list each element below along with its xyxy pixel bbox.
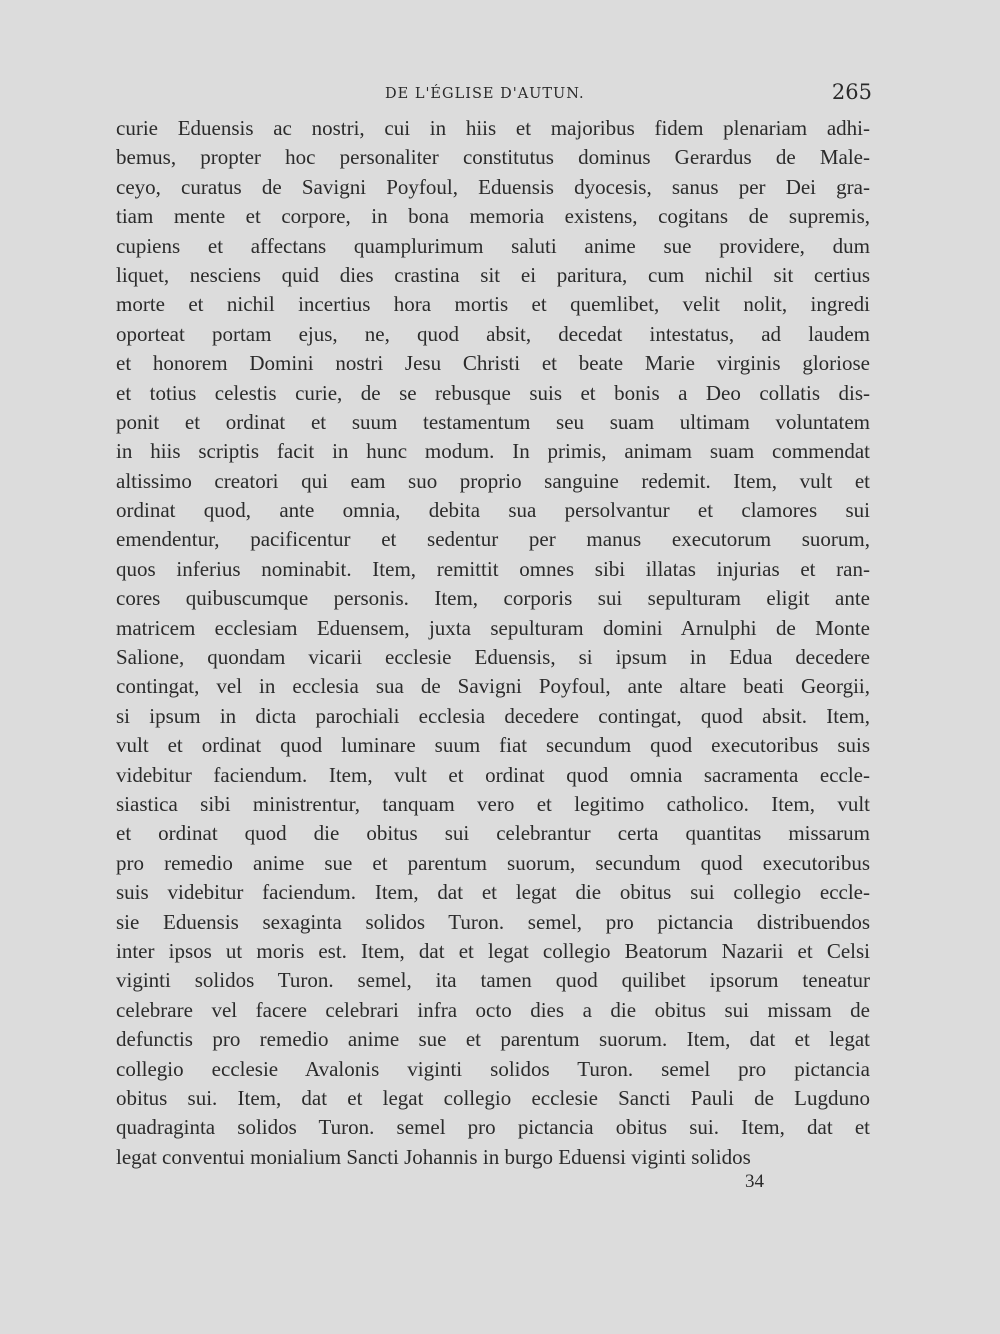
text-line: altissimo creatori qui eam suo proprio sanguine redemit. Item, vult et xyxy=(116,468,870,493)
text-line: tiam mente et corpore, in bona memoria existens, cogitans de supremis, xyxy=(116,204,870,229)
text-line: bemus, propter hoc personaliter constitutus dominus Gerardus de Male- xyxy=(116,145,870,170)
text-line: et ordinat quod die obitus sui celebrantur certa quantitas missarum xyxy=(116,821,870,846)
text-line: Salione, quondam vicarii ecclesie Eduensis, si ipsum in Edua decedere xyxy=(116,645,870,670)
page-number: 265 xyxy=(831,80,872,104)
body-text xyxy=(116,114,870,1172)
text-line: pro remedio anime sue et parentum suorum, secundum quod executoribus xyxy=(116,850,870,875)
text-line: vult et ordinat quod luminare suum fiat secundum quod executoribus suis xyxy=(116,733,870,758)
text-line: cupiens et affectans quamplurimum saluti anime sue providere, dum xyxy=(116,233,870,258)
text-line: ordinat quod, ante omnia, debita sua persolvantur et clamores sui xyxy=(116,498,870,523)
text-line: suis videbitur faciendum. Item, dat et legat die obitus sui collegio eccle- xyxy=(116,880,870,905)
text-line: cores quibuscumque personis. Item, corporis sui sepulturam eligit ante xyxy=(116,586,870,611)
text-line: inter ipsos ut moris est. Item, dat et legat collegio Beatorum Nazarii et Celsi xyxy=(116,938,870,963)
text-line: curie Eduensis ac nostri, cui in hiis et majoribus fidem plenariam adhi- xyxy=(116,116,870,140)
text-line: si ipsum in dicta parochiali ecclesia decedere contingat, quod absit. Item, xyxy=(116,703,870,728)
text-line: celebrare vel facere celebrari infra octo dies a die obitus sui missam de xyxy=(116,997,870,1022)
running-head: DE L'ÉGLISE D'AUTUN. xyxy=(385,86,585,102)
signature-mark: 34 xyxy=(745,1171,764,1192)
text-line: siastica sibi ministrentur, tanquam vero et legitimo catholico. Item, vult xyxy=(116,791,870,816)
text-line: defunctis pro remedio anime sue et parentum suorum. Item, dat et legat xyxy=(116,1027,870,1052)
text-line: viginti solidos Turon. semel, ita tamen quod quilibet ipsorum teneatur xyxy=(116,968,870,993)
text-line: contingat, vel in ecclesia sua de Savigni Poyfoul, ante altare beati Georgii, xyxy=(116,674,870,699)
text-line: ponit et ordinat et suum testamentum seu suam ultimam voluntatem xyxy=(116,409,870,434)
text-line: sie Eduensis sexaginta solidos Turon. semel, pro pictancia distribuendos xyxy=(116,909,870,934)
text-line: in hiis scriptis facit in hunc modum. In primis, animam suam commendat xyxy=(116,439,870,464)
page-header xyxy=(115,80,872,106)
text-line: emendentur, pacificentur et sedentur per manus executorum suorum, xyxy=(116,527,870,552)
text-line: oporteat portam ejus, ne, quod absit, decedat intestatus, ad laudem xyxy=(116,321,870,346)
text-line: videbitur faciendum. Item, vult et ordinat quod omnia sacramenta eccle- xyxy=(116,762,870,787)
text-line: matricem ecclesiam Eduensem, juxta sepulturam domini Arnulphi de Monte xyxy=(116,615,870,640)
text-line: collegio ecclesie Avalonis viginti solidos Turon. semel pro pictancia xyxy=(116,1056,870,1081)
text-line: ceyo, curatus de Savigni Poyfoul, Eduensis dyocesis, sanus per Dei gra- xyxy=(116,174,870,199)
text-line: legat conventui monialium Sancti Johannis in burgo Eduensi viginti solidos xyxy=(116,1144,751,1169)
text-line: quos inferius nominabit. Item, remittit omnes sibi illatas injurias et ran- xyxy=(116,556,870,581)
text-line: et totius celestis curie, de se rebusque suis et bonis a Deo collatis dis- xyxy=(116,380,870,405)
text-line: obitus sui. Item, dat et legat collegio ecclesie Sancti Pauli de Lugduno xyxy=(116,1085,870,1110)
text-line: et honorem Domini nostri Jesu Christi et beate Marie virginis gloriose xyxy=(116,351,870,376)
text-line: liquet, nesciens quid dies crastina sit ei paritura, cum nichil sit certius xyxy=(116,262,870,287)
text-line: morte et nichil incertius hora mortis et quemlibet, velit nolit, ingredi xyxy=(116,292,870,317)
text-line: quadraginta solidos Turon. semel pro pictancia obitus sui. Item, dat et xyxy=(116,1115,870,1140)
